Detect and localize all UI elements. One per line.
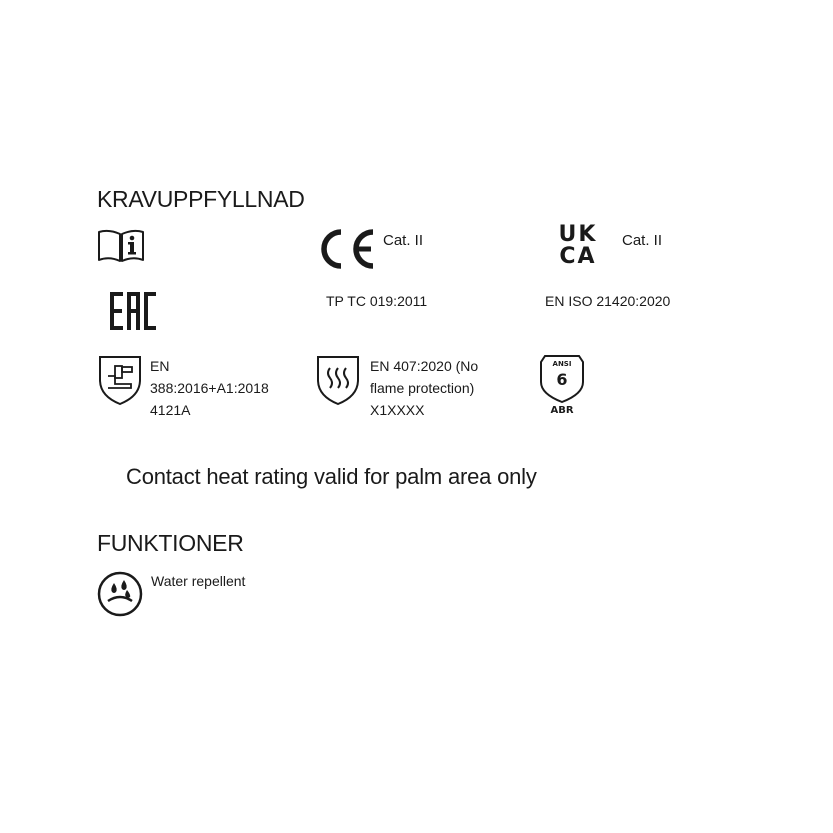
eac-standard-label: TP TC 019:2011: [326, 293, 428, 309]
ansi-cut-badge-icon: [537, 352, 587, 420]
ansi-badge-top: ANSI: [552, 360, 572, 368]
iso-standard-label: EN ISO 21420:2020: [545, 293, 671, 309]
contact-heat-note: Contact heat rating valid for palm area only: [126, 464, 537, 489]
mechanical-hazard-icon: [97, 354, 143, 406]
ukca-logo-bottom: CA: [559, 244, 597, 269]
en388-line-1: EN: [150, 358, 170, 374]
en407-line-2: flame protection): [370, 380, 475, 396]
ansi-badge-bottom: ABR: [550, 405, 574, 416]
en388-text: [150, 355, 269, 421]
en407-text: [370, 355, 478, 421]
ukca-mark-icon: [553, 224, 603, 268]
ce-category-label: Cat. II: [383, 232, 424, 249]
en388-line-2: 388:2016+A1:2018: [150, 380, 269, 396]
ukca-category-label: Cat. II: [622, 232, 663, 249]
en388-line-3: 4121A: [150, 402, 191, 418]
ce-mark-icon: [315, 228, 377, 270]
requirements-heading: KRAVUPPFYLLNAD: [97, 186, 305, 212]
en407-line-1: EN 407:2020 (No: [370, 358, 479, 374]
info-manual-icon: [97, 228, 145, 264]
water-repellent-label: Water repellent: [151, 573, 246, 589]
eac-mark-icon: [110, 292, 158, 332]
water-repellent-icon: [97, 571, 143, 617]
ukca-logo-top: UK: [558, 222, 598, 247]
heat-flame-icon: [315, 354, 361, 406]
en407-line-3: X1XXXX: [370, 402, 425, 418]
functions-heading: FUNKTIONER: [97, 530, 244, 556]
ansi-badge-level: 6: [556, 370, 568, 389]
